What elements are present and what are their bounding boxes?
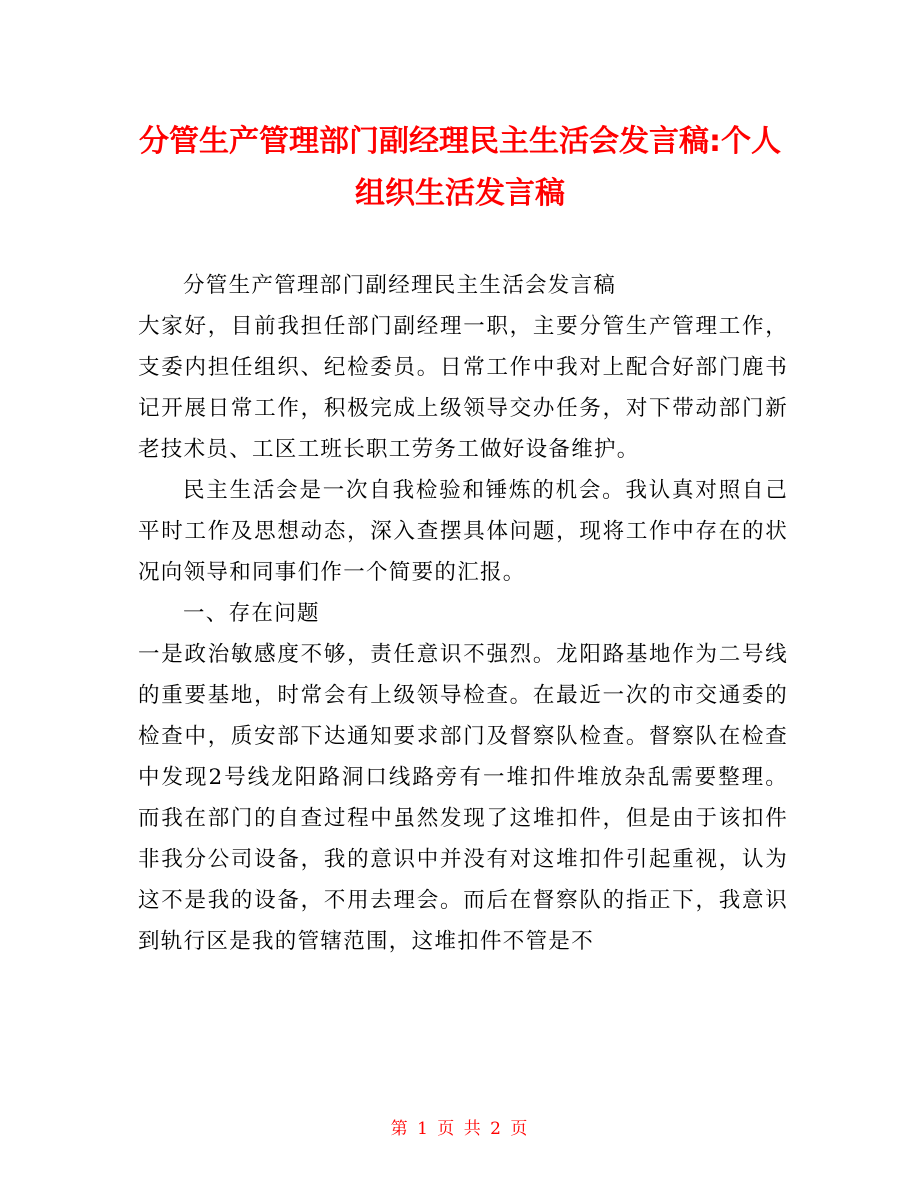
subtitle-paragraph: 分管生产管理部门副经理民主生活会发言稿: [183, 273, 617, 298]
page-title: 分管生产管理部门副经理民主生活会发言稿:个人组织生活发言稿: [139, 124, 781, 211]
document-body: [138, 265, 788, 962]
page-number-footer: 第 1 页 共 2 页: [390, 1119, 530, 1139]
issue-paragraph: 一是政治敏感度不够，责任意识不强烈。龙阳路基地作为二号线的重要基地，时常会有上级领导检查。在最近一次的市交通委的检查中，质安部下达通知要求部门及督察队检查。督察队在检查中发现2号线龙阳路洞口线路旁有一堆扣件堆放杂乱需要整理。而我在部门的自查过程中虽然发现了这堆扣件，但是由于该扣件非我分公司设备，我的意识中并没有对这堆扣件引起重视，认为这不是我的设备，不用去理会。而后在督察队的指正下，我意识到轨行区是我的管辖范围，这堆扣件不管是不: [138, 642, 788, 954]
intro-paragraph: 大家好，目前我担任部门副经理一职，主要分管生产管理工作，支委内担任组织、纪检委员。日常工作中我对上配合好部门鹿书记开展日常工作，积极完成上级领导交办任务，对下带动部门新老技术员、工区工班长职工劳务工做好设备维护。: [138, 314, 788, 462]
section-heading: 一、存在问题: [183, 601, 320, 626]
purpose-paragraph: 民主生活会是一次自我检验和锤炼的机会。我认真对照自己平时工作及思想动态，深入查摆具体问题，现将工作中存在的状况向领导和同事们作一个简要的汇报。: [138, 478, 788, 585]
